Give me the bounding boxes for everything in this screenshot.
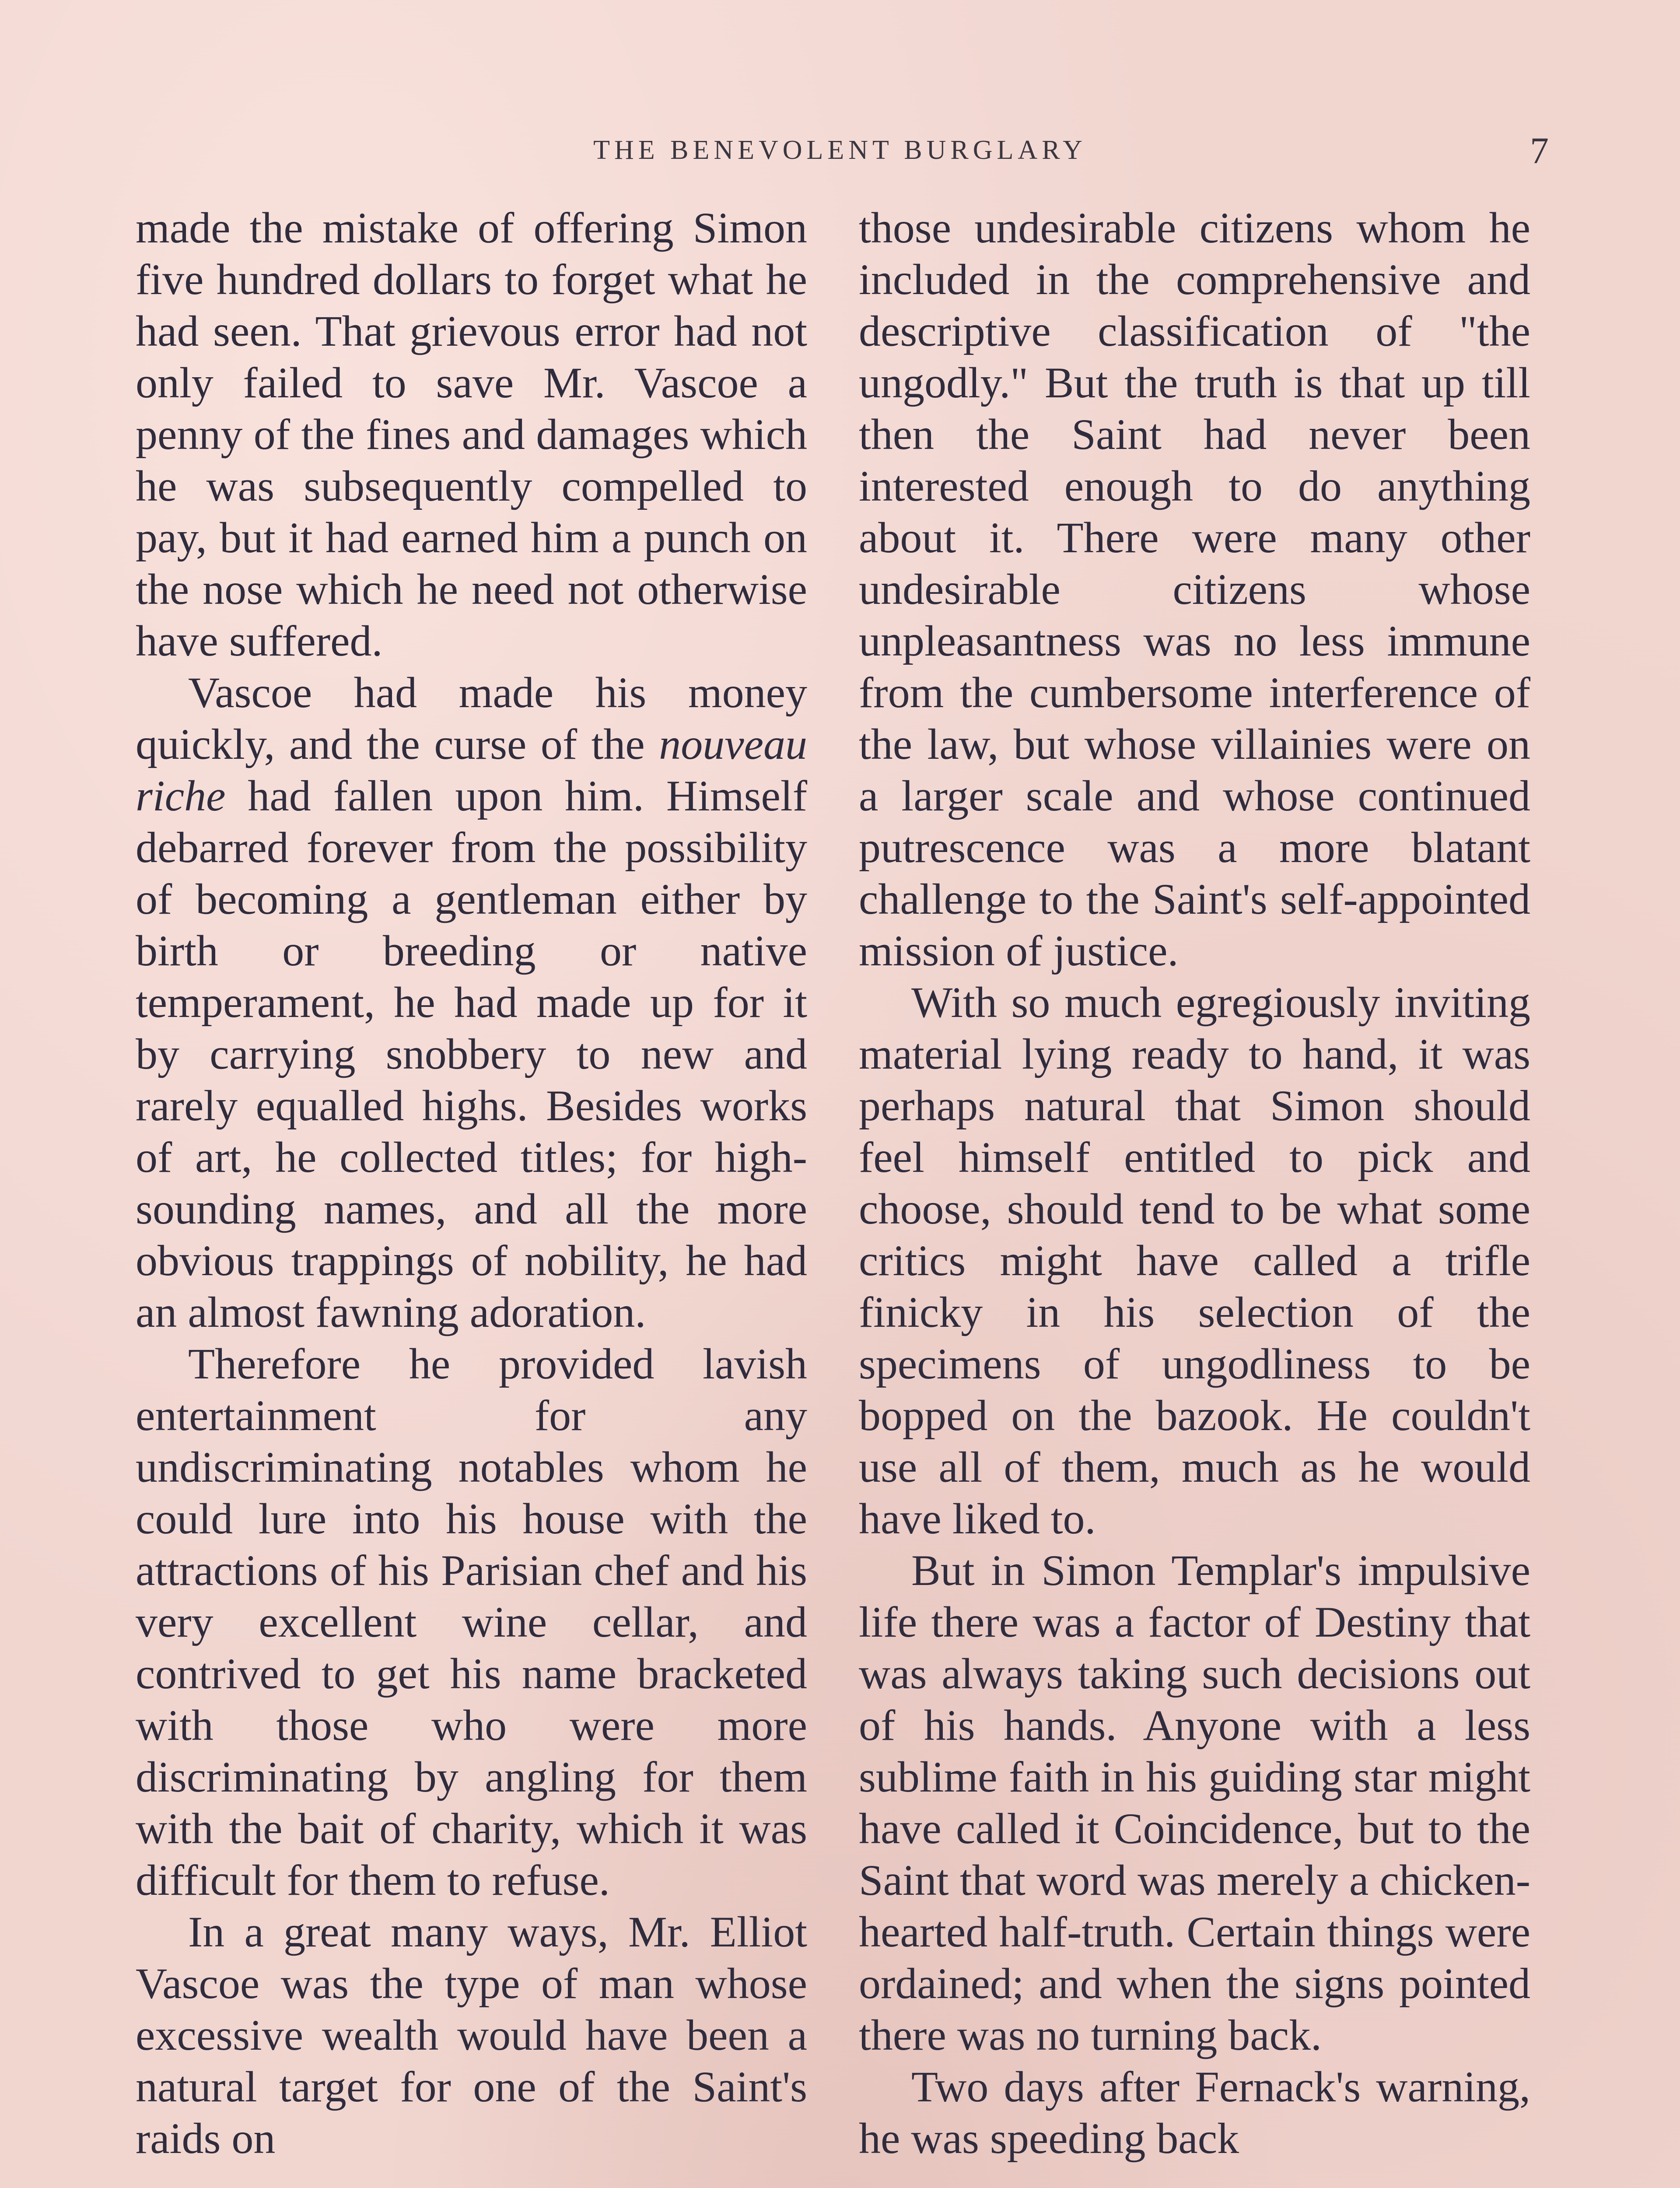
- right-column: [859, 202, 1530, 2164]
- left-column: [136, 202, 807, 2164]
- page-number: 7: [1530, 130, 1549, 172]
- running-title: THE BENEVOLENT BURGLARY: [593, 135, 1087, 165]
- paragraph: Two days after Fernack's warning, he was speeding back: [859, 2062, 1530, 2163]
- paragraph: With so much egregiously inviting material lying ready to hand, it was perhaps natural that Simon should feel himself entitled to pick and choose, should tend to be what some critics might have called a trifle finicky in his selection of the specimens of ungodliness to be bopped on the bazook. He couldn't use all of them, much as he would have liked to.: [859, 978, 1530, 1543]
- paragraph: [136, 667, 807, 1338]
- paragraph: In a great many ways, Mr. Elliot Vascoe was the type of man whose excessive wealth would have been a natural target for one of the Saint's raids on: [136, 1907, 807, 2163]
- paragraph-text: Vascoe had made his money quickly, and the curse of the: [136, 668, 807, 768]
- running-header: [131, 131, 1549, 179]
- paragraph: those undesirable citizens whom he included in the comprehensive and descriptive classification of "the ungodly." But the truth is that up till then the Saint had never been interested enough to do anything about it. There were many other undesirable citizens whose unpleasantness was no less immune from the cumbersome interference of the law, but whose villainies were on a larger scale and whose continued putrescence was a more blatant challenge to the Saint's self-appointed mission of justice.: [859, 203, 1530, 975]
- paragraph-text: had fallen upon him. Himself debarred forever from the possibility of becoming a gentleman either by birth or breeding or native temperament, he had made up for it by carrying snobbery to new and rarely equalled highs. Besides works of art, he collected titles; for high-sounding names, and all the more obvious trappings of nobility, he had an almost fawning adoration.: [136, 771, 807, 1336]
- italic-phrase: nouveau riche: [136, 720, 807, 820]
- paragraph: Therefore he provided lavish entertainment for any undiscriminating notables whom he could lure into his house with the attractions of his Parisian chef and his very excellent wine cellar, and contrived to get his name bracketed with those who were more discriminating by angling for them with the bait of charity, which it was difficult for them to refuse.: [136, 1339, 807, 1904]
- paragraph: made the mistake of offering Simon five hundred dollars to forget what he had seen. That grievous error had not only failed to save Mr. Vascoe a penny of the fines and damages which he was subsequently compelled to pay, but it had earned him a punch on the nose which he need not otherwise have suffered.: [136, 203, 807, 665]
- paragraph: But in Simon Templar's impulsive life there was a factor of Destiny that was always taking such decisions out of his hands. Anyone with a less sublime faith in his guiding star might have called it Coincidence, but to the Saint that word was merely a chicken-hearted half-truth. Certain things were ordained; and when the signs pointed there was no turning back.: [859, 1546, 1530, 2059]
